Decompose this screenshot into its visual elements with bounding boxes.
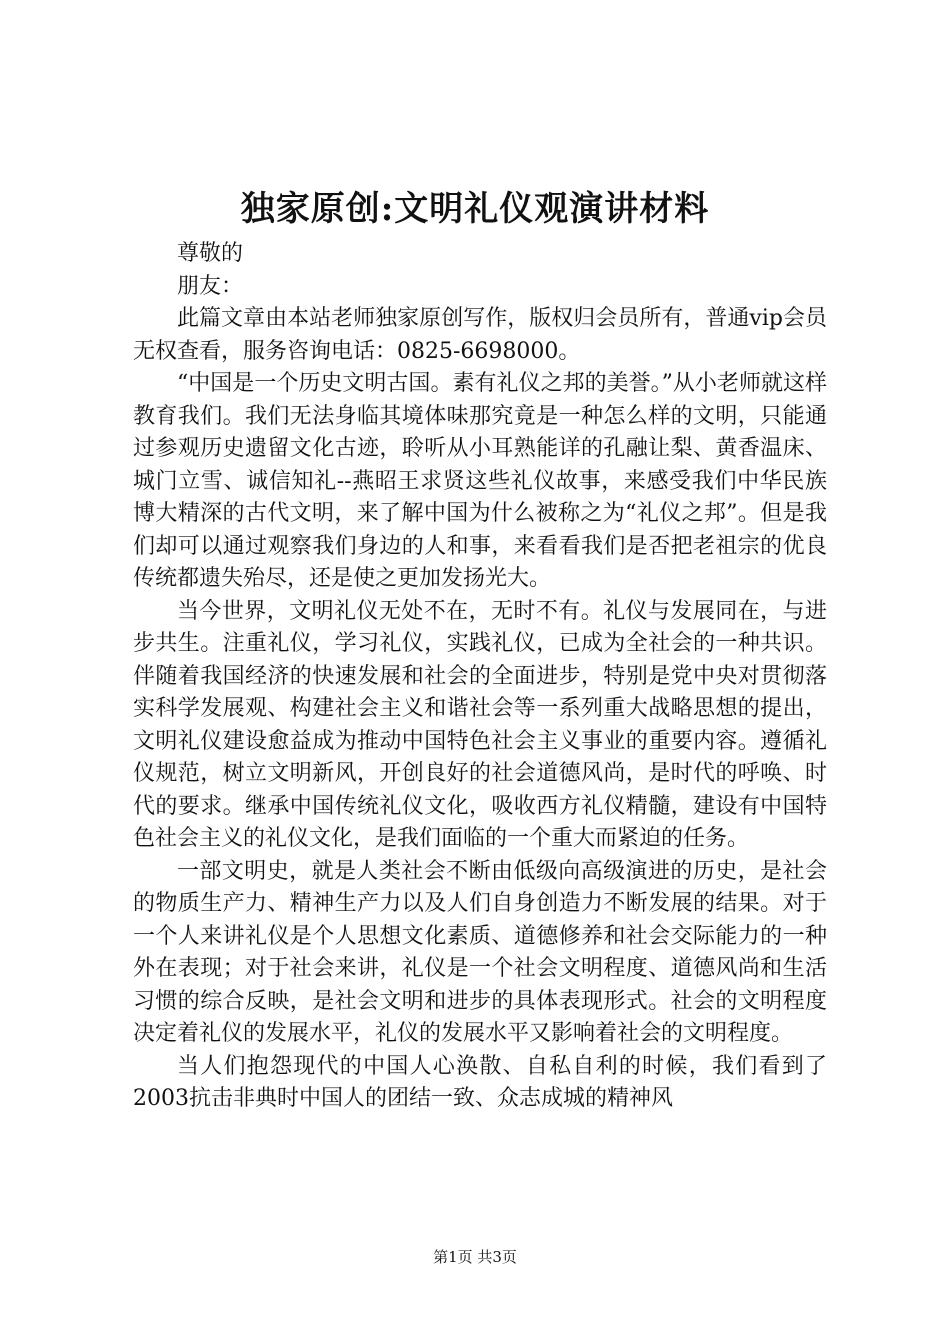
- paragraph: 一部文明史，就是人类社会不断由低级向高级演进的历史，是社会的物质生产力、精神生产力以及人们自身创造力不断发展的结果。对于一个人来讲礼仪是个人思想文化素质、道德修养和社会交际能力的一种外在表现；对于社会来讲，礼仪是一个社会文明程度、道德风尚和生活习惯的综合反映，是社会文明和进步的具体表现形式。社会的文明程度决定着礼仪的发展水平，礼仪的发展水平又影响着社会的文明程度。: [133, 858, 827, 1046]
- document-body: [133, 238, 827, 1116]
- paragraph: “中国是一个历史文明古国。素有礼仪之邦的美誉。”从小老师就这样教育我们。我们无法身临其境体味那究竟是一种怎么样的文明，只能通过参观历史遗留文化古迹，聆听从小耳熟能详的孔融让梨、黄香温床、城门立雪、诚信知礼--燕昭王求贤这些礼仪故事，来感受我们中华民族博大精深的古代文明，来了解中国为什么被称之为“礼仪之邦”。但是我们却可以通过观察我们身边的人和事，来看看我们是否把老祖宗的优良传统都遗失殆尽，还是使之更加发扬光大。: [133, 371, 827, 591]
- paragraph: 当人们抱怨现代的中国人心涣散、自私自利的时候，我们看到了2003抗击非典时中国人的团结一致、众志成城的精神风: [133, 1053, 827, 1111]
- paragraph: 此篇文章由本站老师独家原创写作，版权归会员所有，普通vip会员无权查看，服务咨询电话：0825-6698000。: [133, 306, 827, 364]
- salutation-line: 朋友：: [177, 273, 244, 299]
- document-title: 独家原创:文明礼仪观演讲材料: [240, 189, 710, 229]
- page-number-footer: 第1页 共3页: [433, 1248, 517, 1266]
- salutation-line: 尊敬的: [177, 241, 244, 266]
- paragraph: 当今世界，文明礼仪无处不在，无时不有。礼仪与发展同在，与进步共生。注重礼仪，学习礼仪，实践礼仪，已成为全社会的一种共识。伴随着我国经济的快速发展和社会的全面进步，特别是党中央对贯彻落实科学发展观、构建社会主义和谐社会等一系列重大战略思想的提出，文明礼仪建设愈益成为推动中国特色社会主义事业的重要内容。遵循礼仪规范，树立文明新风，开创良好的社会道德风尚，是时代的呼唤、时代的要求。继承中国传统礼仪文化，吸收西方礼仪精髓，建设有中国特色社会主义的礼仪文化，是我们面临的一个重大而紧迫的任务。: [133, 598, 827, 851]
